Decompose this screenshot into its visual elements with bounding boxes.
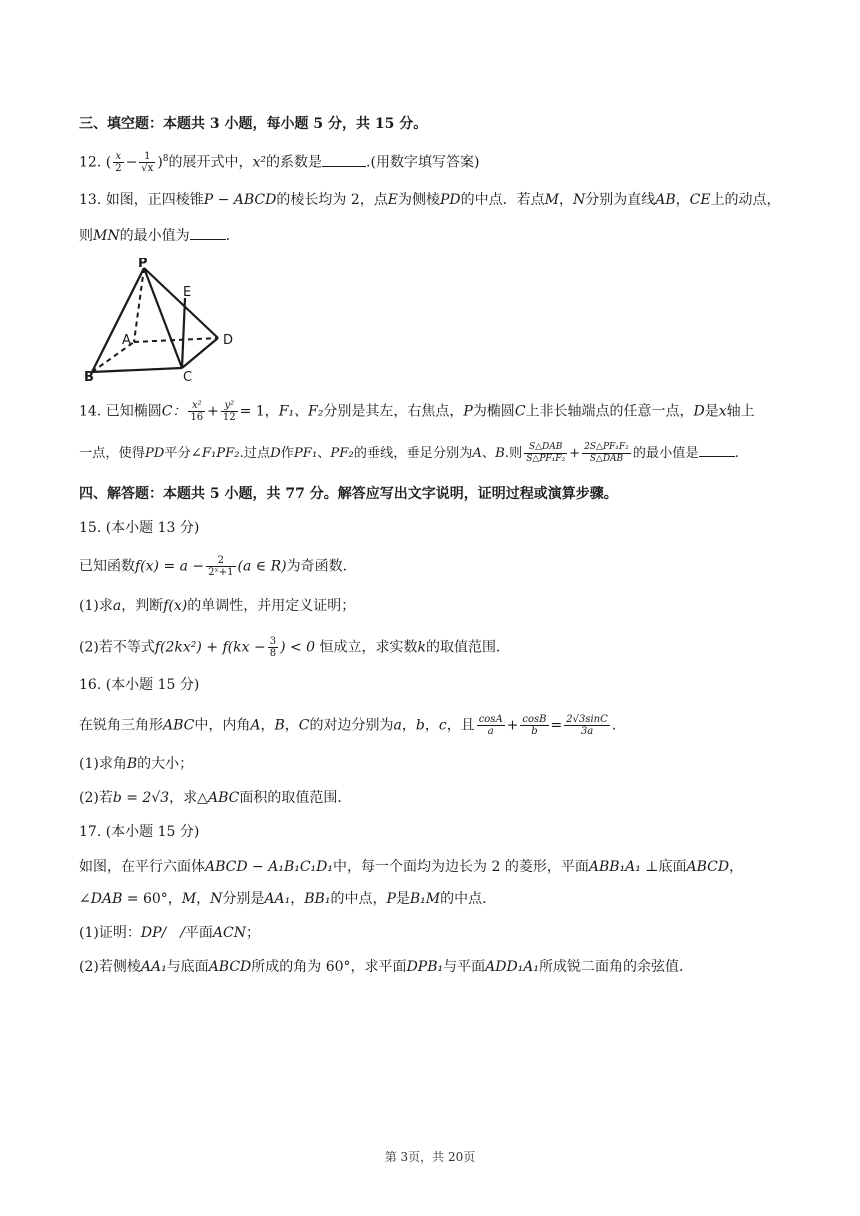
answer-blank	[699, 442, 735, 457]
question-16-part1: (1)求角B的大小；	[79, 756, 194, 772]
edge-PB	[92, 268, 144, 372]
question-16-header: 16. (本小题 15 分)	[79, 677, 200, 693]
question-13-line2: 则MN的最小值为 .	[79, 225, 230, 246]
question-14-line1: 14. 已知椭圆C： $\frac{\text{x²}}{16}$ + $\frac{\text{y²}}{12}$ = 1，F₁、F₂分别是其左，右焦点，P为椭圆C上非长轴端点的任意一点，D是x轴上	[79, 400, 755, 423]
answer-blank	[322, 152, 366, 167]
question-15-part2: (2)若不等式f(2kx²) + f(kx − $\frac{3}{8}$ ) < 0 恒成立，求实数k的取值范围．	[79, 636, 510, 659]
edge-CE	[182, 298, 185, 368]
label-D: D	[223, 333, 234, 348]
question-17-part1: (1)证明：DP/ /平面ACN；	[79, 925, 260, 941]
edge-PD	[144, 268, 218, 338]
label-C: C	[183, 370, 193, 384]
edge-AD	[134, 338, 218, 342]
question-17-line2: ∠DAB = 60°，M，N分别是AA₁，BB₁的中点，P是B₁M的中点．	[79, 891, 497, 907]
question-13-line1: 13. 如图，正四棱锥P − ABCD的棱长均为 2，点E为侧棱PD的中点．若点M，N分别为直线AB，CE上的动点，	[79, 192, 781, 208]
label-B: B	[84, 370, 94, 384]
label-P: P	[138, 258, 148, 271]
label-E: E	[183, 285, 192, 300]
edge-CD	[182, 338, 218, 368]
question-16-part2: (2)若b = 2√3，求△ABC面积的取值范围．	[79, 790, 352, 806]
page-footer: 第 3页，共 20页	[384, 1150, 476, 1164]
question-17-line1: 如图，在平行六面体ABCD − A₁B₁C₁D₁中，每一个面均为边长为 2 的菱形，平面ABB₁A₁ ⊥底面ABCD，	[79, 859, 744, 875]
label-A: A	[122, 333, 131, 348]
question-14-line2: 一点，使得PD平分∠F₁PF₂.过点D作PF₁、PF₂的垂线，垂足分别为A、B.则 $\frac{\text{S△DAB}}{\text{S△PF₁F₂}}$ + $\frac{\text{2S△PF₁F₂}}{\text{S△DAB}}$ 的最小值是 .	[79, 442, 739, 464]
question-12: 12. ( $\frac{x}{2}$ − $\frac{1}{√x}$ )$^8$的展开式中，x²的系数是 .(用数字填写答案)	[79, 151, 480, 175]
question-15-statement: 已知函数f(x) = a − $\frac{2}{\text{2ˣ+1}}$ (a ∈ R)为奇函数．	[79, 555, 357, 578]
question-15-header: 15. (本小题 13 分)	[79, 520, 200, 536]
edge-PC	[144, 268, 182, 368]
pyramid-figure	[84, 258, 244, 384]
edge-BC	[92, 368, 182, 372]
question-17-part2: (2)若侧棱AA₁与底面ABCD所成的角为 60°，求平面DPB₁与平面ADD₁A₁所成锐二面角的余弦值．	[79, 959, 694, 975]
question-16-statement: 在锐角三角形ABC中，内角A，B，C的对边分别为a，b，c，且 $\frac{\cos A}{a}$ + $\frac{\cos B}{b}$ = $\frac{2√3\sin C}{3a}$ .	[79, 714, 617, 737]
question-17-header: 17. (本小题 15 分)	[79, 824, 200, 840]
section3-heading: 三、填空题：本题共 3 小题，每小题 5 分，共 15 分。	[79, 116, 428, 132]
answer-blank	[190, 225, 226, 240]
question-15-part1: (1)求a，判断f(x)的单调性，并用定义证明；	[79, 598, 356, 614]
section4-heading: 四、解答题：本题共 5 小题，共 77 分。解答应写出文字说明，证明过程或演算步骤。	[79, 486, 618, 502]
